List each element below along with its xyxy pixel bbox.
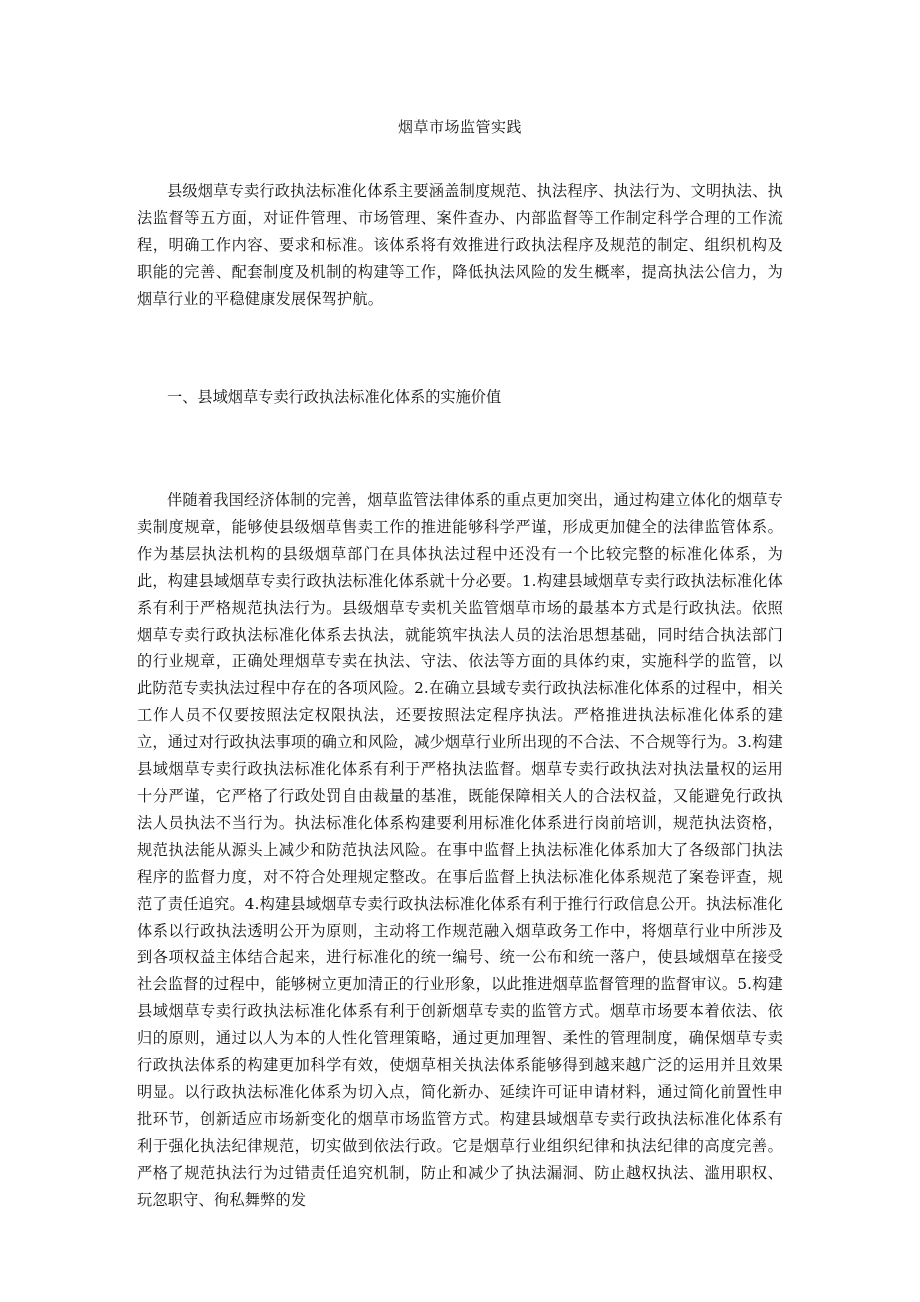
section-heading: 一、县域烟草专卖行政执法标准化体系的实施价值 <box>167 388 502 406</box>
section-body-paragraph: 伴随着我国经济体制的完善，烟草监管法律体系的重点更加突出，通过构建立体化的烟草专卖制度规章，能够使县级烟草售卖工作的推进能够科学严谨，形成更加健全的法律监管体系。作为基层执法机构的县级烟草部门在具体执法过程中还没有一个比较完整的标准化体系，为此，构建县域烟草专卖行政执法标准化体系就十分必要。1.构建县域烟草专卖行政执法标准化体系有利于严格规范执法行为。县级烟草专卖机关监管烟草市场的最基本方式是行政执法。依照烟草专卖行政执法标准化体系去执法，就能筑牢执法人员的法治思想基础，同时结合执法部门的行业规章，正确处理烟草专卖在执法、守法、依法等方面的具体约束，实施科学的监管，以此防范专卖执法过程中存在的各项风险。2.在确立县域专卖行政执法标准化体系的过程中，相关工作人员不仅要按照法定权限执法，还要按照法定程序执法。严格推进执法标准化体系的建立，通过对行政执法事项的确立和风险，减少烟草行业所出现的不合法、不合规等行为。3.构建县域烟草专卖行政执法标准化体系有利于严格执法监督。烟草专卖行政执法对执法量权的运用十分严谨，它严格了行政处罚自由裁量的基准，既能保障相关人的合法权益，又能避免行政执法人员执法不当行为。执法标准化体系构建要利用标准化体系进行岗前培训，规范执法资格，规范执法能从源头上减少和防范执法风险。在事中监督上执法标准化体系加大了各级部门执法程序的监督力度，对不符合处理规定整改。在事后监督上执法标准化体系规范了案卷评查，规范了责任追究。4.构建县域烟草专卖行政执法标准化体系有利于推行行政信息公开。执法标准化体系以行政执法透明公开为原则，主动将工作规范融入烟草政务工作中，将烟草行业中所涉及到各项权益主体结合起来，进行标准化的统一编号、统一公布和统一落户，使县域烟草在接受社会监督的过程中，能够树立更加清正的行业形象，以此推进烟草监督管理的监督审议。5.构建县域烟草专卖行政执法标准化体系有利于创新烟草专卖的监管方式。烟草市场要本着依法、依归的原则，通过以人为本的人性化管理策略，通过更加理智、柔性的管理制度，确保烟草专卖行政执法体系的构建更加科学有效，使烟草相关执法体系能够得到越来越广泛的运用并且效果明显。以行政执法标准化体系为切入点，简化新办、延续许可证申请材料，通过简化前置性申批环节，创新适应市场新变化的烟草市场监管方式。构建县域烟草专卖行政执法标准化体系有利于强化执法纪律规范，切实做到依法行政。它是烟草行业组织纪律和执法纪律的高度完善。严格了规范执法行为过错责任追究机制，防止和减少了执法漏洞、防止越权执法、滥用职权、玩忽职守、徇私舞弊的发 <box>137 491 783 1209</box>
intro-paragraph: 县级烟草专卖行政执法标准化体系主要涵盖制度规范、执法程序、执法行为、文明执法、执法监督等五方面，对证件管理、市场管理、案件查办、内部监督等工作制定科学合理的工作流程，明确工作内容、要求和标准。该体系将有效推进行政执法程序及规范的制定、组织机构及职能的完善、配套制度及机制的构建等工作，降低执法风险的发生概率，提高执法公信力，为烟草行业的平稳健康发展保驾护航。 <box>137 182 783 308</box>
document-title: 烟草市场监管实践 <box>397 118 522 136</box>
